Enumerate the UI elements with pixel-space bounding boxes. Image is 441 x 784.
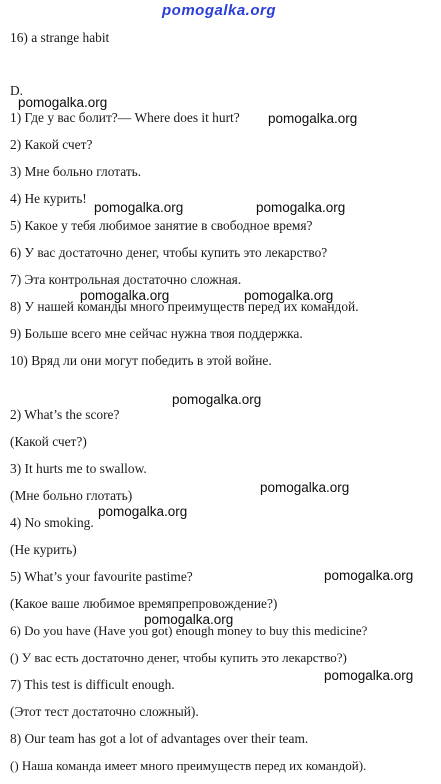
text-line-d3: 3) Мне больно глотать. (10, 164, 142, 179)
text-line-d6: 6) У вас достаточно денег, чтобы купить это лекарство? (10, 245, 328, 260)
text-line-d10: 10) Вряд ли они могут победить в этой войне. (10, 353, 272, 368)
answer-line-3: 3) It hurts me to swallow. (10, 461, 147, 476)
answer-line-7: 7) This test is difficult enough. (10, 677, 175, 692)
text-line-16: 16) a strange habit (10, 30, 110, 45)
watermark: pomogalka.org (80, 288, 170, 303)
watermark: pomogalka.org (144, 612, 234, 627)
text-line-d7: 7) Эта контрольная достаточно сложная. (10, 272, 242, 287)
text-line-d1: 1) Где у вас болит?— Where does it hurt? (10, 110, 240, 125)
answer-line-8: 8) Our team has got a lot of advantages over their team. (10, 731, 309, 746)
text-line-d2: 2) Какой счет? (10, 137, 93, 152)
answer-line-6: 6) Do you have (Have you got) enough money to buy this medicine? (10, 623, 368, 638)
watermark: pomogalka.org (98, 504, 188, 519)
watermark: pomogalka.org (324, 568, 414, 583)
text-line-d4: 4) Не курить! (10, 191, 87, 206)
answer-translation-2: (Какой счет?) (10, 434, 87, 449)
watermark: pomogalka.org (324, 668, 414, 683)
answer-translation-6: () У вас есть достаточно денег, чтобы купить это лекарство?) (10, 650, 347, 665)
section-label-d: D. (10, 83, 24, 98)
answer-line-4: 4) No smoking. (10, 515, 94, 530)
watermark: pomogalka.org (260, 480, 350, 495)
watermark: pomogalka.org (268, 111, 358, 126)
text-line-d8: 8) У нашей команды много преимуществ перед их командой. (10, 299, 359, 314)
answer-translation-5: (Какое ваше любимое времяпрепровождение?) (10, 596, 278, 611)
watermark: pomogalka.org (244, 288, 334, 303)
watermark: pomogalka.org (18, 95, 108, 110)
watermark: pomogalka.org (172, 392, 262, 407)
answer-translation-8: () Наша команда имеет много преимуществ перед их командой). (10, 758, 367, 773)
text-line-d5: 5) Какое у тебя любимое занятие в свободное время? (10, 218, 313, 233)
answer-line-5: 5) What’s your favourite pastime? (10, 569, 193, 584)
text-line-d9: 9) Больше всего мне сейчас нужна твоя поддержка. (10, 326, 303, 341)
site-watermark-header: pomogalka.org (162, 2, 277, 19)
answer-translation-3: (Мне больно глотать) (10, 488, 133, 503)
answer-translation-4: (Не курить) (10, 542, 77, 557)
answer-translation-7: (Этот тест достаточно сложный). (10, 704, 199, 719)
watermark: pomogalka.org (256, 200, 346, 215)
answer-line-2: 2) What’s the score? (10, 407, 120, 422)
watermark: pomogalka.org (94, 200, 184, 215)
